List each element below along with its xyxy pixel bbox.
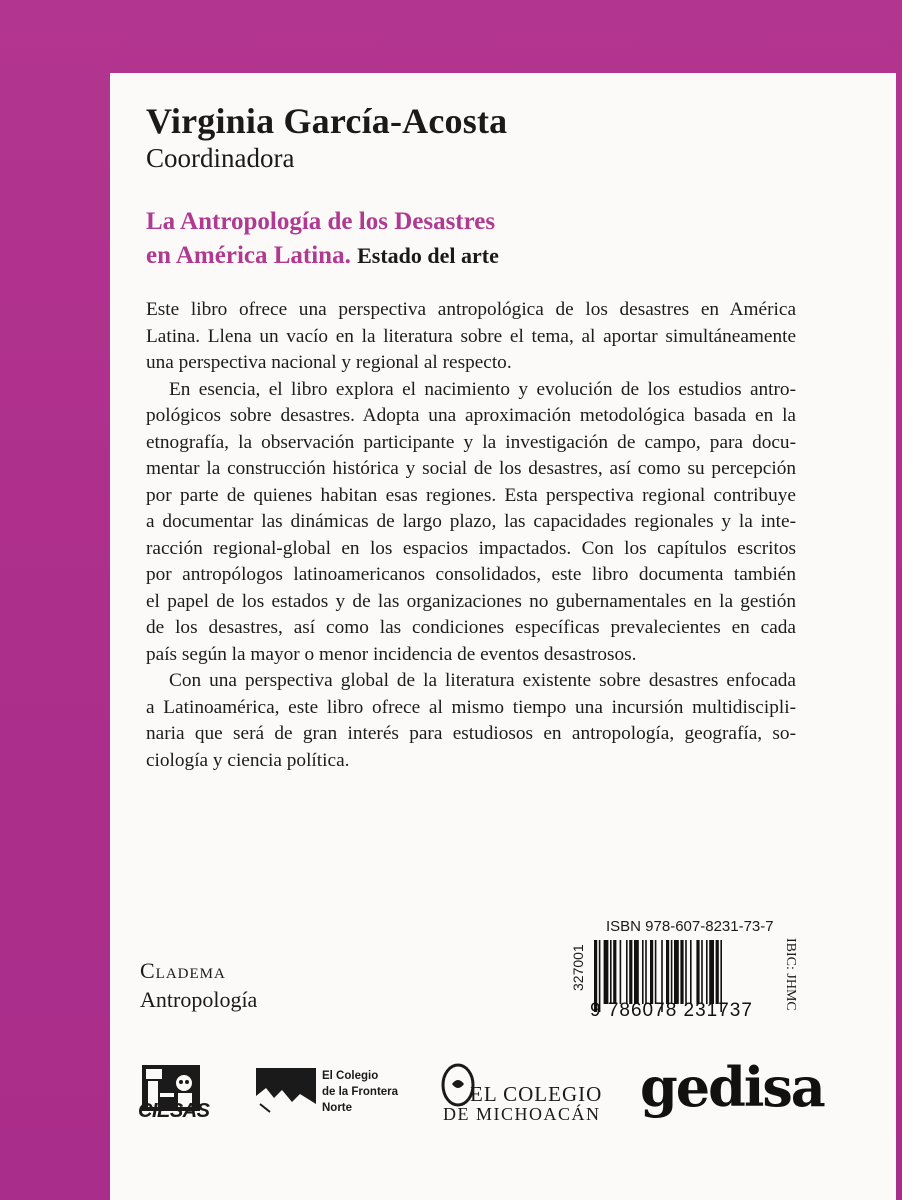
barcode-bar: [685, 940, 687, 1004]
barcode-bar: [674, 940, 679, 1004]
series-subseries: Antropología: [140, 987, 258, 1012]
blurb-line: de los desastres, así como las condiciones específicas prevalecientes en cada: [146, 617, 796, 638]
barcode-digits: [590, 1000, 753, 1022]
book-subtitle: Estado del arte: [357, 243, 499, 268]
barcode-ibic-code: IBIC: JHMC: [783, 938, 798, 1011]
barcode-bar: [716, 940, 719, 1004]
blurb-line: pológicos sobre desastres. Adopta una aproximación metodológica basada en la: [146, 405, 796, 426]
blurb-line: Este libro ofrece una perspectiva antropológica de los desastres en América: [146, 299, 796, 320]
barcode-digits-rest: 786078 231737: [607, 1000, 753, 1021]
barcode-bar: [642, 940, 644, 1004]
blurb-line: una perspectiva nacional y regional al respecto.: [146, 352, 512, 373]
author-role: Coordinadora: [146, 143, 295, 173]
blurb-line: por antropólogos latinoamericanos consolidados, este libro documenta también: [146, 564, 796, 585]
barcode-bar: [626, 940, 628, 1004]
barcode-bar: [610, 940, 612, 1004]
barcode-bar: [690, 940, 692, 1004]
blurb-line: Latina. Llena un vacío en la literatura sobre el tema, al aportar simultáneamente: [146, 325, 796, 347]
blurb: [146, 297, 796, 774]
blurb-line: por parte de quienes habitan esas regiones. Esta perspectiva regional contribuye: [146, 484, 796, 506]
barcode-bar: [706, 940, 708, 1004]
barcode-bar: [613, 940, 616, 1004]
barcode-digit-first: 9: [590, 1000, 602, 1021]
colef-line: El Colegio: [322, 1070, 379, 1082]
colmich-wordmark-line2: DE MICHOACÁN: [443, 1104, 601, 1124]
colef-wordmark: [322, 1068, 402, 1116]
colef-line: Norte: [322, 1102, 353, 1114]
barcode-bar: [620, 940, 622, 1004]
title-line-1: La Antropología de los Desastres: [146, 208, 496, 235]
barcode-bar: [696, 940, 699, 1004]
blurb-line: el papel de los estados y de las organizaciones no gubernamentales en la gestión: [146, 590, 796, 612]
blurb-line: ciología y ciencia política.: [146, 749, 350, 771]
barcode-price-code: 327001: [570, 944, 586, 992]
blurb-line: racción regional-global en los espacios impactados. Con los capítulos escritos: [146, 537, 796, 559]
blurb-line: a documentar las dinámicas de largo plazo, las capacidades regionales y la inte-: [146, 511, 796, 532]
book-title: [146, 205, 499, 273]
blurb-line: Con una perspectiva global de la literatura existente sobre desastres enfocada: [169, 670, 796, 691]
colef-line: de la Frontera: [322, 1086, 399, 1098]
blurb-line: etnografía, la observación participante y la investigación de campo, para docu-: [146, 431, 796, 453]
barcode-bar: [671, 940, 673, 1004]
ciesas-wordmark: CIESAS: [138, 1100, 210, 1122]
barcode-bar: [604, 940, 609, 1004]
gedisa-logo: gedisa: [640, 1055, 824, 1119]
barcode-bar: [650, 940, 653, 1004]
barcode-bar: [629, 940, 632, 1004]
barcode-bar: [666, 940, 669, 1004]
isbn-label: ISBN 978-607-8231-73-7: [606, 918, 774, 935]
title-line-2-text: en América Latina.: [146, 242, 351, 269]
blurb-line: En esencia, el libro explora el nacimiento y evolución de los estudios antro-: [169, 378, 796, 400]
author-name: Virginia García-Acosta: [146, 101, 508, 141]
barcode-bar: [634, 940, 639, 1004]
blurb-line: mentar la construcción histórica y social de los desastres, así como su percepción: [146, 458, 796, 479]
blurb-line: naria que será de gran interés para estudiosos en antropología, geografía, so-: [146, 723, 796, 744]
title-line-2: [146, 242, 499, 269]
blurb-line: país según la mayor o menor incidencia de eventos desastrosos.: [146, 643, 637, 665]
series-name: Cladema: [140, 958, 226, 983]
barcode-bar: [701, 940, 703, 1004]
colef-logo-icon: [256, 1068, 316, 1116]
colmich-wordmark-line1: EL COLEGIO: [470, 1082, 603, 1106]
barcode-bar: [680, 940, 683, 1004]
barcode-bar: [709, 940, 714, 1004]
barcode-bar: [655, 940, 657, 1004]
blurb-line: a Latinoamérica, este libro ofrece al mismo tiempo una incursión multidiscipli-: [146, 696, 796, 718]
barcode-bar: [645, 940, 647, 1004]
